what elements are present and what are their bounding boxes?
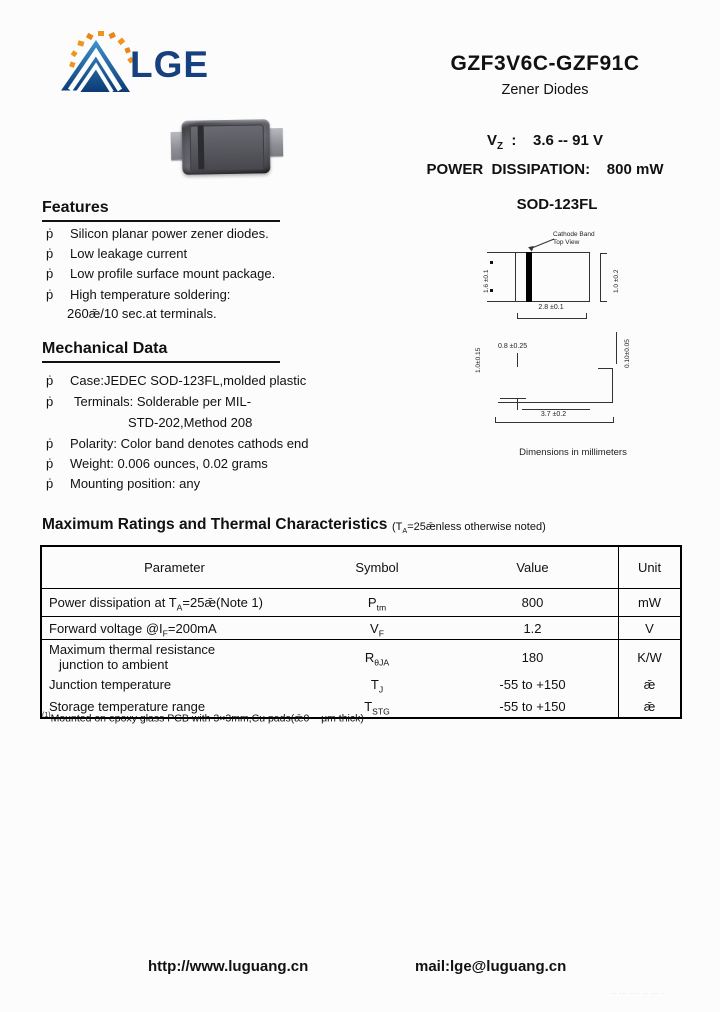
- table-footnote: $^{(1)}$Mounted on epoxy glass PCB with 3×3mm,Cu pads(ǣ0 μm thick): [42, 712, 364, 725]
- package-photo: [167, 111, 288, 183]
- cathode-band-label: Cathode Band Top View: [553, 231, 595, 246]
- side-view-bottom-dim: 3.7 ±0.2: [540, 411, 567, 418]
- bullet-icon: ṗ: [46, 226, 54, 241]
- table-row: Storage temperature range $T_{STG}$ -55 to +150 ǣ: [42, 695, 680, 717]
- corner-watermark: ·· ··· ···· ·· ··· ·: [612, 991, 664, 997]
- package-name: SOD-123FL: [516, 196, 598, 213]
- bullet-icon: ṗ: [46, 394, 54, 409]
- package-outline-drawing: [428, 193, 720, 468]
- side-view-inner-line: [522, 409, 590, 410]
- top-view-cathode-band: [526, 252, 532, 302]
- top-view-left-dim: 1.6 ±0.1: [483, 269, 490, 293]
- table-header-row: [42, 547, 680, 589]
- side-view-pad-dim: 0.8 ±0.25: [498, 343, 528, 350]
- cathode-arrow: [532, 239, 555, 249]
- bullet-icon: ṗ: [46, 266, 54, 281]
- top-view-right-dim: 1.0 ±0.2: [613, 269, 620, 293]
- side-view-pad: [500, 398, 526, 399]
- bullet-icon: ṗ: [46, 476, 54, 491]
- logo-text: LGE: [130, 44, 210, 85]
- top-view-bottom-dim-line: [517, 313, 587, 319]
- email-link[interactable]: mail:lge@luguang.cn: [415, 958, 567, 975]
- table-row: Junction temperature $T_J$ -55 to +150 ǣ: [42, 674, 680, 695]
- bullet-icon: ṗ: [46, 456, 54, 471]
- col-header-value: Value: [516, 560, 549, 575]
- part-number-title: GZF3V6C-GZF91C: [450, 52, 640, 75]
- power-dissipation: POWER DISSIPATION: 800 mW: [426, 161, 664, 178]
- top-view-lead: [487, 252, 515, 302]
- footnote-marker: (1): [42, 712, 51, 719]
- mechanical-heading: Mechanical Data: [42, 340, 280, 363]
- side-view-right-dim-line: [616, 332, 617, 364]
- cathode-arrowhead-icon: [527, 244, 534, 251]
- table-row: Forward voltage $@I_F=200mA$ $V_F$ 1.2 V: [42, 617, 680, 640]
- side-view-right-dim: 0.10±0.05: [624, 339, 631, 368]
- side-view-left-dim: 1.0±0.15: [475, 347, 482, 373]
- side-view-bottom-dim-line: [495, 417, 614, 423]
- soldering-note: 260ǣ/10 sec.at terminals.: [67, 306, 217, 321]
- side-view-profile: [598, 368, 613, 403]
- bullet-icon: ṗ: [46, 246, 54, 261]
- datasheet-page: LGE GZF3V6C-GZF91C Zener Diodes $V_Z$ : 3.6 -- 91 V POWER DISSIPATION: 800 mW Features ṗ Silicon planar power zener diodes. ṗ Low leakage current ṗ Low profile surface mount package. ṗ High temperature soldering: 260ǣ/10 sec.at terminals. Mechanical Data ṗ Case:JEDEC SOD-123FL,molded plastic ṗ Terminals: Solderable per MIL- STD-202,Method 208 ṗ Polarity: Color band denotes cathods end ṗ Weight: 0.006 ounces, 0.02 grams ṗ Mounting position: any SOD-123FL Cathode Band Top View 1.6 ±0.1 1.0 ±0.2 2.8 ±0.1 0.8 ±0.25 1.0±0.15 0.10±0.05 3.7 ±0.2 Dimensions in millimeters Maximum Ratings and Thermal Characteristics ($T_A=25ǣnless$ otherwise noted) Parameter Symbol Value Unit Power dissipation at $T_A=25ǣ(Note$ 1) $P_{tm}$ 800 mW Forward voltage $@I_F=200mA$ $V_F$ 1.2 V Maximum thermal resistance junction to ambient $R_{\theta JA}$ 180 K/W Junction temperature $T_J$ -55 to +150 ǣ Storage temperature range $T_{STG}$ -55 to +150 ǣ $^{(1)}$Mounted on epoxy glass PCB with 3×3mm,Cu pads(ǣ0 μm thick) http://www.luguang.cn mail:lge@luguang.cn ·· ··· ···· ·· ··· ·: [0, 0, 720, 1012]
- bullet-icon: ṗ: [46, 373, 54, 388]
- logo-mark-icon: [52, 24, 142, 96]
- ratings-table: [40, 545, 682, 719]
- side-view-baseline: [498, 402, 612, 403]
- photo-cathode-band: [198, 125, 205, 169]
- ratings-condition-note: ($T_A=25ǣnless$ otherwise noted): [392, 521, 546, 536]
- table-row: Maximum thermal resistance junction to ambient $R_{\theta JA}$ 180 K/W: [42, 640, 680, 674]
- ratings-heading: Maximum Ratings and Thermal Characteristics: [42, 516, 388, 533]
- device-type: Zener Diodes: [501, 82, 589, 98]
- lge-logo: [52, 24, 142, 96]
- bullet-icon: ṗ: [46, 436, 54, 451]
- table-row: Power dissipation at $T_A=25ǣ(Note$ 1) $P_{tm}$ 800 mW: [42, 589, 680, 617]
- side-view-pad-edge: [517, 398, 518, 410]
- side-view-pad-tick: [517, 353, 518, 367]
- dimensions-caption: Dimensions in millimeters: [519, 447, 627, 458]
- features-heading: Features: [42, 199, 280, 222]
- vz-range: $V_Z$ : 3.6 -- 91 V: [486, 132, 604, 152]
- mechanical-item-continuation: STD-202,Method 208: [128, 415, 253, 430]
- col-header-symbol: Symbol: [355, 560, 399, 575]
- bullet-icon: ṗ: [46, 287, 54, 302]
- top-view-right-dim-line: [600, 253, 607, 302]
- top-view-bottom-dim: 2.8 ±0.1: [538, 304, 564, 311]
- col-header-parameter: Parameter: [144, 560, 205, 575]
- col-header-unit: Unit: [618, 547, 680, 588]
- website-link[interactable]: http://www.luguang.cn: [148, 958, 309, 975]
